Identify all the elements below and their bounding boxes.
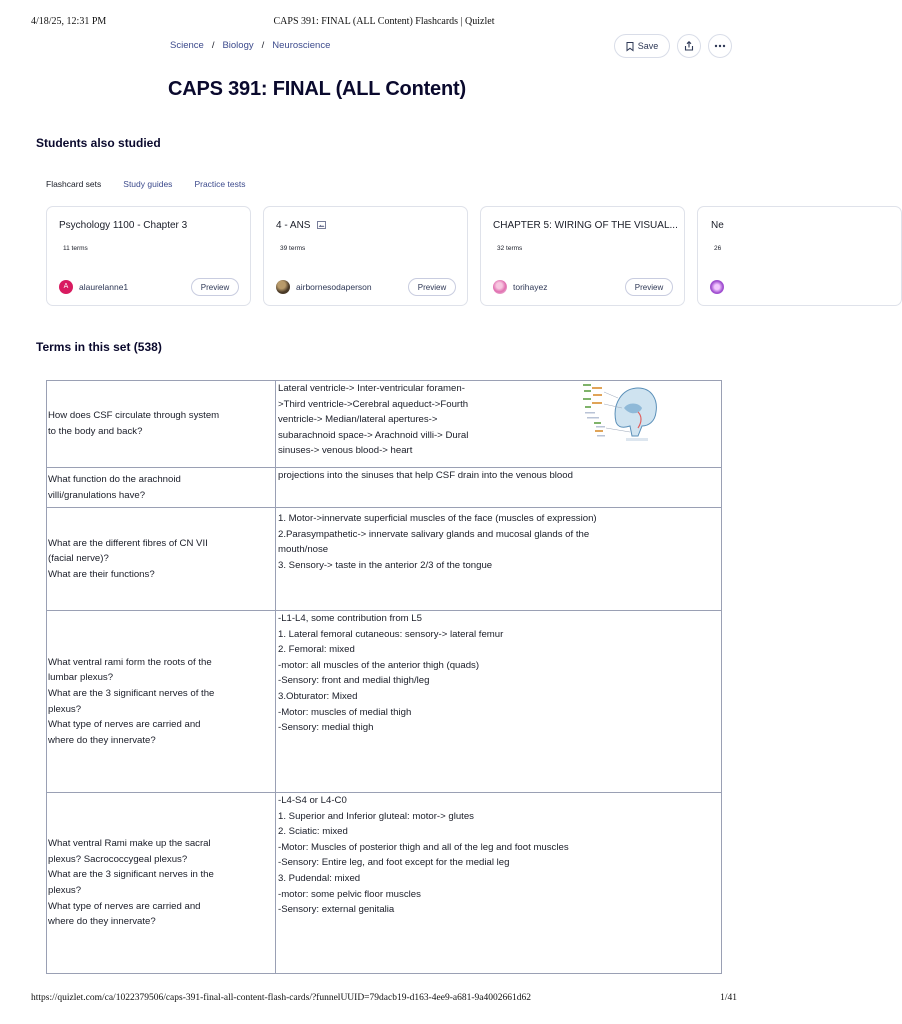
card-title: Ne (711, 220, 724, 231)
related-set-card[interactable] (263, 206, 468, 306)
tab-practice-tests[interactable]: Practice tests (194, 179, 246, 189)
related-set-card[interactable] (697, 206, 902, 306)
term-text: What ventral Rami make up the sacral (48, 838, 211, 850)
definition-cell (276, 468, 721, 507)
brain-diagram-image (582, 382, 660, 444)
definition-text: projections into the sinuses that help CSF drain into the venous blood (278, 470, 573, 481)
definition-text: >Third ventricle->Cerebral aqueduct->Fourth (278, 398, 469, 410)
card-title-text: 4 - ANS (276, 220, 311, 231)
card-username: alaurelanne1 (79, 282, 129, 292)
students-also-studied-heading: Students also studied (36, 136, 161, 150)
definition-text: -motor: some pelvic floor muscles (278, 888, 421, 900)
term-text: plexus? Sacrococcygeal plexus? (48, 853, 188, 865)
avatar (710, 280, 724, 294)
related-set-card[interactable] (480, 206, 685, 306)
definition-text: -motor: all muscles of the anterior thigh (quads) (278, 659, 480, 671)
term-text: lumbar plexus? (48, 672, 114, 684)
breadcrumb-neuroscience[interactable]: Neuroscience (272, 40, 331, 51)
definition-text: Lateral ventricle-> Inter-ventricular foramen- (278, 383, 465, 394)
term-text: where do they innervate? (48, 916, 156, 928)
related-tabs (46, 179, 245, 189)
definition-text: -L1-L4, some contribution from L5 (278, 613, 422, 624)
terms-heading: Terms in this set (538) (36, 340, 162, 354)
card-title: CHAPTER 5: WIRING OF THE VISUAL... (493, 220, 678, 231)
term-text: to the body and back? (48, 426, 143, 437)
definition-text: 1. Superior and Inferior gluteal: motor-> glutes (278, 810, 474, 822)
avatar (276, 280, 290, 294)
breadcrumb-separator: / (211, 40, 215, 51)
print-datetime: 4/18/25, 12:31 PM (31, 16, 107, 27)
card-title: Psychology 1100 - Chapter 3 (59, 220, 188, 231)
card-author[interactable] (59, 280, 128, 294)
definition-text: -Sensory: front and medial thigh/leg (278, 675, 430, 687)
image-icon (317, 221, 326, 229)
card-title (276, 220, 455, 231)
definition-text: -Sensory: external genitalia (278, 904, 395, 916)
more-horizontal-icon (714, 44, 726, 48)
card-username: torihayez (513, 282, 548, 292)
table-row (47, 792, 721, 973)
related-set-card[interactable] (46, 206, 251, 306)
term-text: plexus? (48, 703, 82, 715)
preview-button[interactable]: Preview (191, 278, 239, 296)
term-cell (47, 468, 276, 507)
term-cell (47, 793, 276, 973)
print-footer (0, 993, 768, 1007)
table-row (47, 467, 721, 507)
set-actions (614, 34, 732, 58)
term-text: What ventral rami form the roots of the (48, 656, 212, 668)
save-button[interactable] (614, 34, 670, 58)
term-text: What function do the arachnoid (48, 473, 181, 485)
card-term-count: 26 (714, 245, 722, 252)
definition-text: -Motor: Muscles of posterior thigh and all of the leg and foot muscles (278, 841, 569, 853)
definition-text: -Motor: muscles of medial thigh (278, 706, 412, 718)
definition-cell (276, 381, 721, 467)
term-cell (47, 611, 276, 792)
breadcrumb-separator: / (261, 40, 265, 51)
preview-button[interactable]: Preview (408, 278, 456, 296)
term-text: (facial nerve)? (48, 553, 109, 565)
term-cell (47, 508, 276, 610)
definition-text: -Sensory: Entire leg, and foot except for the medial leg (278, 857, 510, 869)
definition-cell (276, 611, 721, 792)
related-sets-carousel (46, 206, 722, 310)
definition-text: -L4-S4 or L4-C0 (278, 795, 347, 806)
definition-text: 3. Pudendal: mixed (278, 872, 361, 884)
card-author[interactable] (710, 280, 724, 294)
page-title: CAPS 391: FINAL (ALL Content) (168, 78, 466, 100)
more-options-button[interactable] (708, 34, 732, 58)
definition-cell (276, 793, 721, 973)
term-cell (47, 381, 276, 467)
definition-text: sinuses-> venous blood-> heart (278, 445, 413, 457)
breadcrumb-science[interactable]: Science (170, 40, 204, 51)
term-text: where do they innervate? (48, 734, 156, 746)
definition-text: 1. Motor->innervate superficial muscles of the face (muscles of expression) (278, 513, 597, 524)
tab-study-guides[interactable]: Study guides (123, 179, 173, 189)
preview-button[interactable]: Preview (625, 278, 673, 296)
breadcrumb-biology[interactable]: Biology (222, 40, 254, 51)
avatar: A (59, 280, 73, 294)
card-term-count: 39 terms (280, 245, 306, 252)
table-row (47, 381, 721, 467)
definition-text: mouth/nose (278, 544, 329, 556)
bookmark-icon (626, 42, 634, 51)
share-button[interactable] (677, 34, 701, 58)
card-author[interactable] (276, 280, 372, 294)
card-author[interactable] (493, 280, 548, 294)
definition-text: 2. Femoral: mixed (278, 644, 355, 656)
term-text: What are the different fibres of CN VII (48, 537, 208, 549)
print-page-number: 1/41 (720, 993, 737, 1003)
term-text: What are the 3 significant nerves in the (48, 869, 214, 881)
table-row (47, 610, 721, 792)
definition-text: subarachnoid space-> Arachnoid villi-> Dural (278, 429, 469, 441)
definition-text: 3. Sensory-> taste in the anterior 2/3 of the tongue (278, 559, 493, 571)
print-header (0, 16, 768, 30)
definition-text: 2.Parasympathetic-> innervate salivary glands and mucosal glands of the (278, 528, 590, 540)
term-text: What type of nerves are carried and (48, 719, 201, 731)
term-text: What are the 3 significant nerves of the (48, 687, 215, 699)
print-url: https://quizlet.com/ca/1022379506/caps-391-final-all-content-flash-cards/?funnelUUID=79dacb19-d163-4ee9-a681-9a4002661d62 (31, 993, 531, 1003)
tab-flashcard-sets[interactable]: Flashcard sets (46, 179, 102, 189)
avatar (493, 280, 507, 294)
term-text: plexus? (48, 885, 82, 896)
definition-text: 1. Lateral femoral cutaneous: sensory-> lateral femur (278, 628, 504, 640)
term-text: What are their functions? (48, 568, 155, 580)
terms-table (46, 380, 722, 974)
term-text: What type of nerves are carried and (48, 900, 201, 912)
definition-cell (276, 508, 721, 610)
definition-text: -Sensory: medial thigh (278, 722, 374, 734)
breadcrumb (170, 40, 330, 51)
card-username: airbornesodaperson (296, 282, 372, 292)
term-text: villi/granulations have? (48, 489, 146, 501)
definition-text: 2. Sciatic: mixed (278, 826, 348, 838)
term-text: How does CSF circulate through system (48, 410, 220, 422)
print-page-title: CAPS 391: FINAL (ALL Content) Flashcards | Quizlet (273, 16, 495, 27)
card-term-count: 11 terms (63, 245, 88, 252)
share-icon (684, 41, 694, 51)
save-label: Save (637, 41, 659, 51)
definition-text: ventricle-> Median/lateral apertures-> (278, 414, 438, 426)
definition-text: 3.Obturator: Mixed (278, 690, 358, 702)
card-term-count: 32 terms (497, 245, 523, 252)
table-row (47, 507, 721, 610)
